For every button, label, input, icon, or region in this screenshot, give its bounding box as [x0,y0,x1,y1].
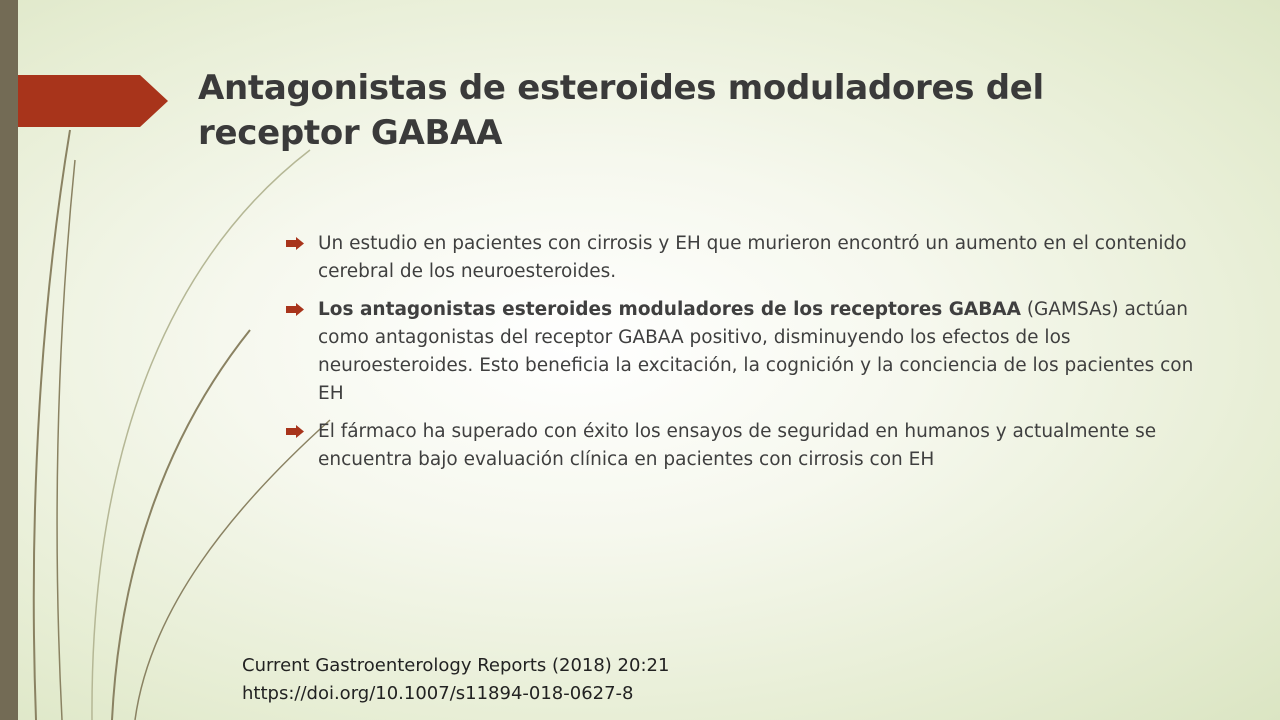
citation [242,652,669,708]
title-accent-arrow [18,75,168,127]
arrow-bullet-icon [286,425,304,438]
citation-doi-link[interactable]: https://doi.org/10.1007/s11894-018-0627-8 [242,683,634,704]
bullet-item [286,418,1216,474]
citation-journal: Current Gastroenterology Reports (2018) 20:21 [242,655,670,676]
arrow-bullet-icon [286,237,304,250]
slide-title: Antagonistas de esteroides moduladores del receptor GABAA [198,68,1044,153]
bullet-item [286,296,1216,408]
bullet-bold-text: Los antagonistas esteroides moduladores de los receptores GABAA [318,299,1021,320]
arrow-bullet-icon [286,303,304,316]
bullet-list [286,230,1216,484]
bullet-item [286,230,1216,286]
bullet-text: El fármaco ha superado con éxito los ensayos de seguridad en humanos y actualmente se encuentra bajo evaluación clínica en pacientes con cirrosis con EH [318,421,1157,470]
bullet-text: (GAMSAs) actúan como antagonistas del receptor GABAA positivo, disminuyendo los efectos de los neuroesteroides. Esto beneficia la excitación, la cognición y la conciencia de los pacientes con EH [318,299,1194,404]
bullet-text: Un estudio en pacientes con cirrosis y EH que murieron encontró un aumento en el contenido cerebral de los neuroesteroides. [318,233,1187,282]
